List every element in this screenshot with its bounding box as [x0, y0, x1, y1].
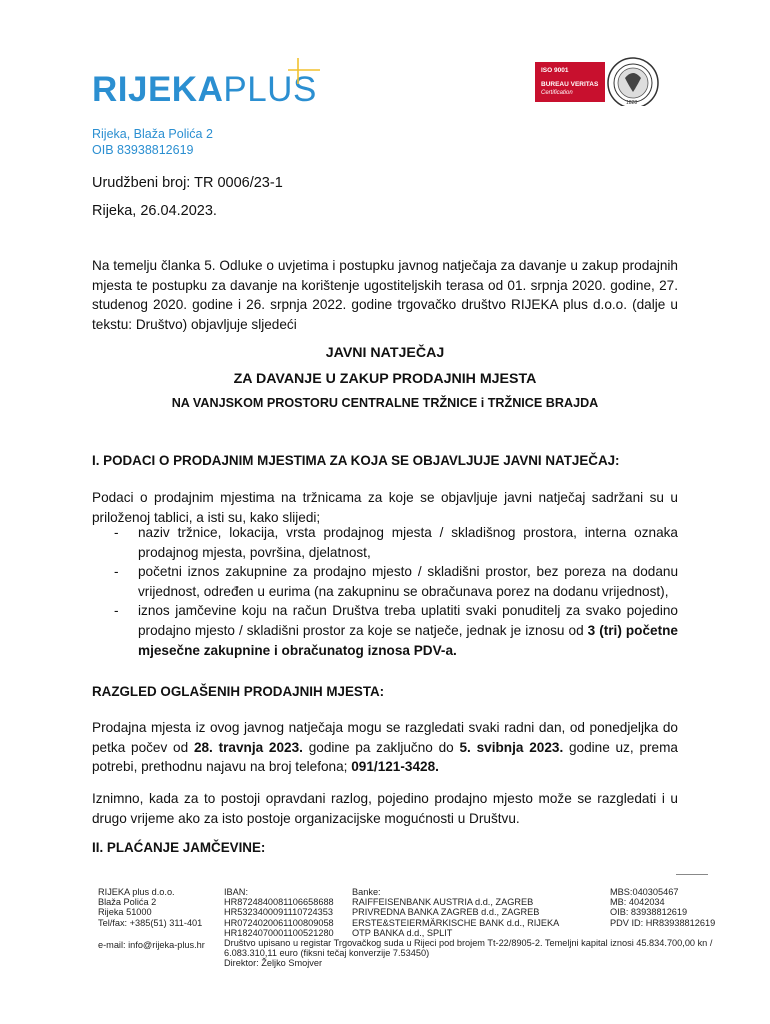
footer-company-phone: Tel/fax: +385(51) 311-401 [98, 917, 203, 928]
list-item [92, 601, 678, 660]
viewing-paragraph [92, 718, 678, 777]
notice-subtitle: ZA DAVANJE U ZAKUP PRODAJNIH MJESTA [233, 371, 537, 387]
cert-bv-text: BUREAU VERITAS [541, 81, 599, 88]
footer-company [98, 887, 202, 928]
seal-year-text: 1828 [626, 100, 638, 106]
footer-iban: HR5323400091110724353 [224, 907, 333, 918]
viewing-heading: RAZGLED OGLAŠENIH PRODAJNIH MJESTA: [92, 684, 385, 699]
bullet-text: početni iznos zakupnine za prodajno mjesto / skladišni prostor, bez poreza na dodanu vrijednost, određen u eurima (na zakupninu se obračunava porez na dodanu vrijednost), [138, 564, 678, 599]
viewing-text: godine uz, prema potrebi, prethodnu najavu na broj telefona; [92, 739, 678, 775]
footer-iban-label: IBAN: [224, 887, 248, 897]
address-oib: OIB 83938812619 [92, 143, 194, 157]
bullet-text: naziv tržnice, lokacija, vrsta prodajnog mjesta / skladišnog prostora, interna oznaka prodajnog mjesta, površina, djelatnost, [138, 525, 678, 560]
footer-iban: HR8724840081106658688 [224, 897, 334, 908]
footer-mb: MB: 4042034 [610, 897, 665, 908]
company-address [92, 126, 213, 158]
viewing-end-date: 5. svibnja 2023. [459, 739, 564, 755]
bureau-veritas-logo-icon [533, 56, 663, 106]
footer-email: e-mail: info@rijeka-plus.hr [98, 940, 205, 950]
footer-bank: ERSTE&STEIERMÄRKISCHE BANK d.d., RIJEKA [352, 917, 560, 928]
footer-ids-block [610, 887, 715, 928]
footer-divider [676, 874, 708, 875]
section-1-intro: Podaci o prodajnim mjestima na tržnicama za koje se objavljuje javni natječaj sadržani su u priloženoj tablici, a isti su, kako slijedi; [92, 490, 678, 525]
viewing-text: godine pa zaključno do [302, 739, 460, 755]
footer-iban-block [224, 887, 334, 938]
footer-iban: HR1824070001100521280 [224, 927, 334, 938]
section-1-bullet-list [92, 523, 678, 660]
footer-banks-block [352, 887, 559, 938]
cert-iso-text: ISO 9001 [541, 67, 569, 74]
footer-registry: Društvo upisano u registar Trgovačkog suda u Rijeci pod brojem Tt-22/8905-2. Temeljni kapital iznosi 45.834.700,00 kn / 6.083.310,11 euro (fiksni tečaj konverzije 7.53450) [224, 938, 713, 959]
logo-plus-icon [286, 56, 326, 96]
cert-certification-text: Certification [541, 90, 573, 96]
logo-rijeka-text: RIJEKA [92, 70, 224, 109]
address-street: Rijeka, Blaža Polića 2 [92, 127, 213, 141]
footer-bank: PRIVREDNA BANKA ZAGREB d.d., ZAGREB [352, 907, 540, 918]
reference-number: Urudžbeni broj: TR 0006/23-1 [92, 175, 283, 191]
footer-mbs: MBS:040305467 [610, 887, 679, 897]
footer-director: Direktor: Željko Smojver [224, 958, 323, 968]
exception-paragraph: Iznimno, kada za to postoji opravdani razlog, pojedino prodajno mjesto može se razgledati i u drugo vrijeme ako za isto postoje organizacijske mogućnosti u Društvu. [92, 791, 678, 826]
footer-company-city: Rijeka 51000 [98, 907, 152, 918]
document-date: Rijeka, 26.04.2023. [92, 203, 217, 219]
bullet-text: iznos jamčevine koju na račun Društva treba uplatiti svaki ponuditelj za svako pojedino prodajno mjesto / skladišni prostor za koje se natječe, jednak je iznosu od [138, 603, 678, 638]
section-2-heading: II. PLAĆANJE JAMČEVINE: [92, 840, 266, 855]
viewing-phone: 091/121-3428. [351, 759, 439, 775]
footer-oib: OIB: 83938812619 [610, 907, 688, 918]
logo-plus-text: PLUS [223, 70, 317, 109]
footer-company-street: Blaža Polića 2 [98, 897, 157, 908]
rijekaplus-logo [92, 70, 317, 110]
bullet-bold-text: 3 (tri) početne mjesečne zakupnine i obračunatog iznosa PDV-a. [138, 622, 678, 658]
footer-bank: OTP BANKA d.d., SPLIT [352, 927, 453, 938]
certification-badge [533, 56, 663, 106]
notice-location: NA VANJSKOM PROSTORU CENTRALNE TRŽNICE i TRŽNICE BRAJDA [171, 396, 599, 410]
intro-paragraph: Na temelju članka 5. Odluke o uvjetima i postupku javnog natječaja za davanje u zakup prodajnih mjesta te postupku za davanje na korištenje ugostiteljskih terasa od 01. srpnja 2020. godine, 27. studenog 2020. godine i 26. srpnja 2022. godine trgovačko društvo RIJEKA plus d.o.o. (dalje u tekstu: Društvo) objavljuje sljedeći [92, 258, 678, 332]
section-1-heading: I. PODACI O PRODAJNIM MJESTIMA ZA KOJA SE OBJAVLJUJE JAVNI NATJEČAJ: [92, 453, 620, 468]
footer-bank: RAIFFEISENBANK AUSTRIA d.d., ZAGREB [352, 897, 534, 908]
list-item [92, 523, 678, 562]
footer-iban: HR0724020061100809058 [224, 917, 334, 928]
notice-title: JAVNI NATJEČAJ [325, 345, 445, 361]
footer-banks-label: Banke: [352, 887, 381, 897]
bullet-dash: - [114, 525, 119, 540]
footer-company-name: RIJEKA plus d.o.o. [98, 887, 175, 897]
footer-pdv-id: PDV ID: HR83938812619 [610, 917, 716, 928]
bullet-dash: - [114, 603, 119, 619]
bullet-dash: - [114, 564, 119, 580]
viewing-start-date: 28. travnja 2023. [193, 739, 303, 755]
viewing-text: Prodajna mjesta iz ovog javnog natječaja mogu se razgledati svaki radni dan, od ponedjeljka do petka počev od [92, 720, 678, 755]
list-item [92, 562, 678, 601]
